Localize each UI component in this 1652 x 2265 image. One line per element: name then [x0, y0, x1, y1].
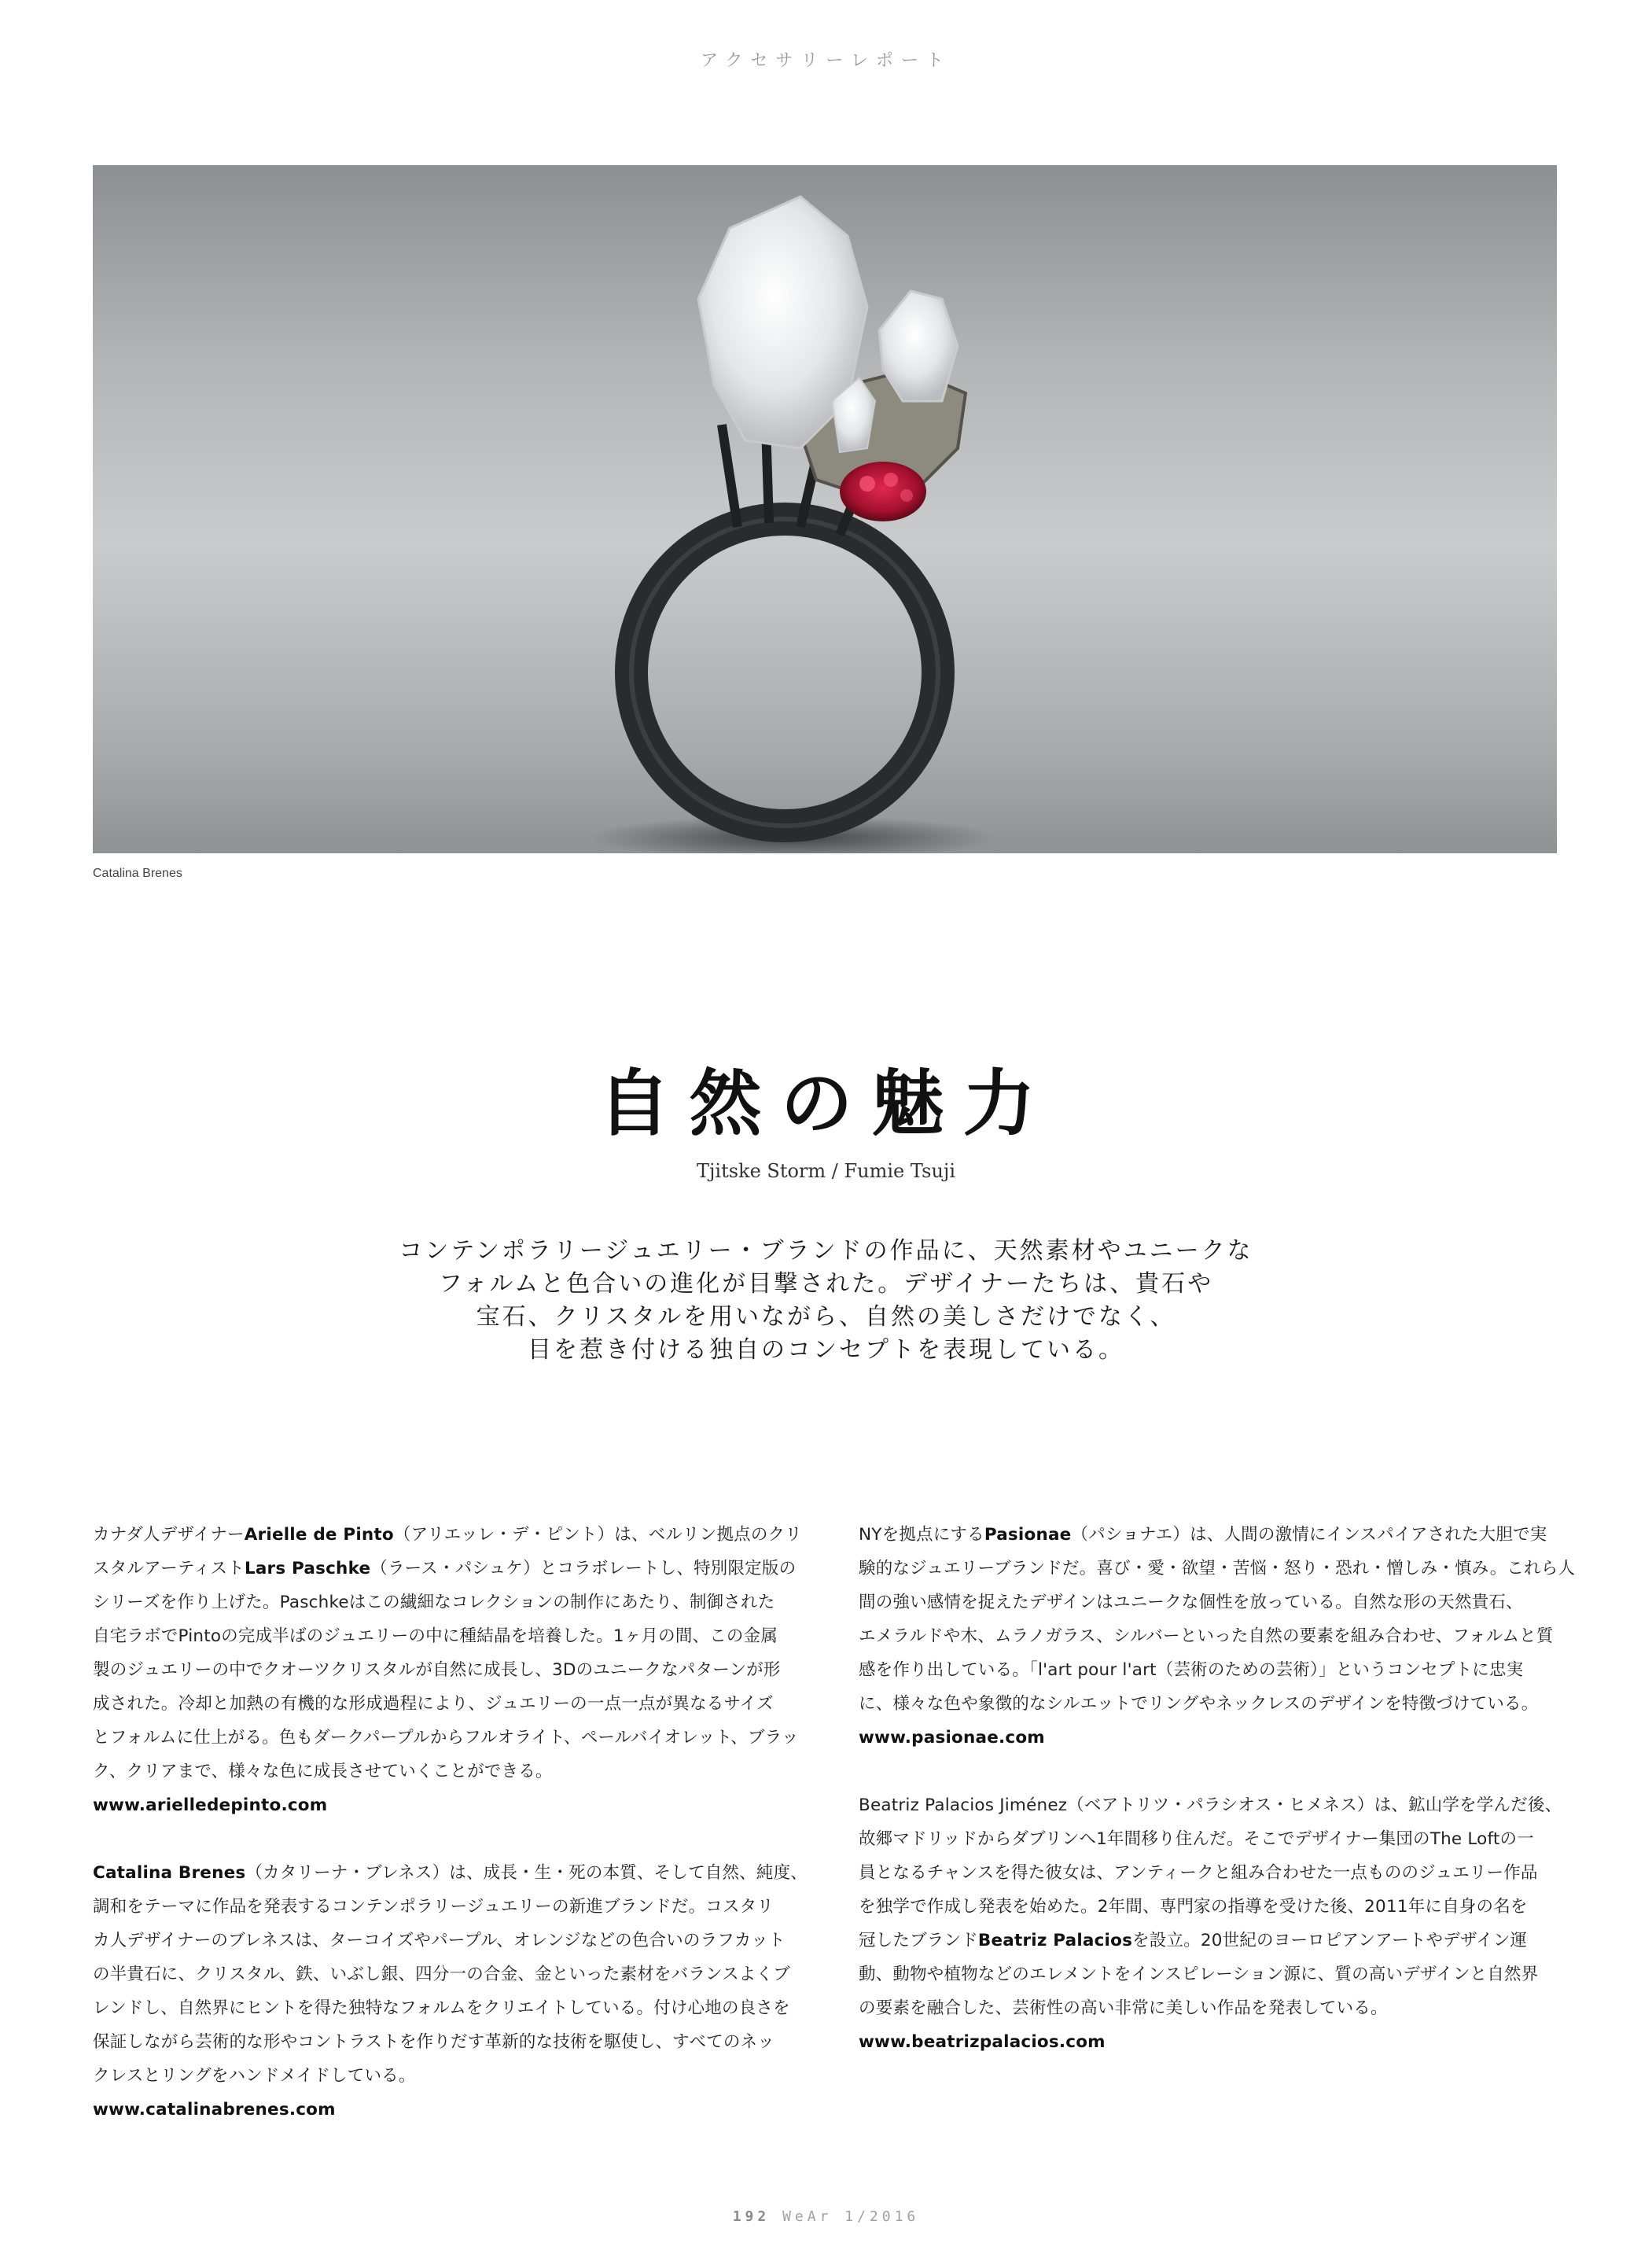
body-text: カナダ人デザイナー — [93, 1525, 245, 1545]
photo-caption: Catalina Brenes — [93, 867, 182, 880]
designer-name: Lars Paschke — [244, 1559, 371, 1578]
body-line: 製のジュエリーの中でクオーツクリスタルが自然に成長し、3Dのユニークなパターンが形 — [93, 1660, 781, 1680]
body-text: （アリエッレ・デ・ピント）は、ベルリン拠点のクリ — [393, 1525, 802, 1545]
article-title: 自然の魅力 — [598, 1062, 1054, 1146]
body-line — [859, 1924, 1566, 1957]
body-line — [93, 1518, 800, 1552]
paragraph-gap — [93, 1822, 800, 1856]
body-line: 自宅ラボでPintoの完成半ばのジュエリーの中に種結晶を培養した。1ヶ月の間、この金属 — [93, 1626, 778, 1646]
body-line: シリーズを作り上げた。Paschkeはこの繊細なコレクションの制作にあたり、制御された — [93, 1593, 775, 1612]
body-text: 冠したブランド — [859, 1931, 978, 1950]
page-number: 192 — [732, 2208, 771, 2225]
body-line: 間の強い感情を捉えたデザインはユニークな個性を放っている。自然な形の天然貴石、 — [859, 1593, 1523, 1612]
body-text: （カタリーナ・ブレネス）は、成長・生・死の本質、そして自然、純度、 — [245, 1863, 808, 1883]
body-line: 動、動物や植物などのエレメントをインスピレーション源に、質の高いデザインと自然界 — [859, 1965, 1539, 1984]
body-line: を独学で作成し発表を始めた。2年間、専門家の指導を受けた後、2011年に自身の名を — [859, 1897, 1528, 1917]
body-line: 員となるチャンスを得た彼女は、アンティークと組み合わせた一点もののジュエリー作品 — [859, 1863, 1538, 1883]
body-line: に、様々な色や象徴的なシルエットでリングやネックレスのデザインを特徴づけている。 — [859, 1694, 1539, 1714]
prong — [722, 425, 738, 527]
body-line: の半貴石に、クリスタル、鉄、いぶし銀、四分一の合金、金といった素材をバランスよくブ — [93, 1965, 790, 1984]
left-column — [93, 1518, 808, 2127]
body-line: 調和をテーマに作品を発表するコンテンポラリージュエリーの新進ブランドだ。コスタリ — [93, 1897, 774, 1917]
paragraph-gap — [859, 1755, 1566, 1788]
designer-name: Beatriz Palacios — [977, 1931, 1133, 1950]
body-line: の要素を融合した、芸術性の高い非常に美しい作品を発表している。 — [859, 1998, 1388, 2018]
body-text: （ラース・パシュケ）とコラボレートし、特別限定版の — [370, 1559, 797, 1578]
body-line: カ人デザイナーのブレネスは、ターコイズやパープル、オレンジなどの色合いのラフカット — [93, 1931, 786, 1950]
body-line: とフォルムに仕上がる。色もダークパープルからフルオライト、ペールバイオレット、ブラッ — [93, 1728, 799, 1748]
designer-name: Arielle de Pinto — [244, 1525, 394, 1545]
body-line: 験的なジュエリーブランドだ。喜び・愛・欲望・苦悩・怒り・恐れ・憎しみ・慎み。これら人 — [859, 1559, 1576, 1578]
designer-name: Pasionae — [984, 1525, 1072, 1545]
section-header: アクセサリーレポート — [701, 51, 951, 71]
website-link[interactable]: www.beatrizpalacios.com — [859, 2032, 1106, 2052]
article-lead — [0, 1235, 1652, 1367]
body-line: 保証しながら芸術的な形やコントラストを作りだす革新的な技術を駆使し、すべてのネッ — [93, 2032, 774, 2052]
page-footer — [0, 2208, 1652, 2225]
body-line: ク、クリアまで、様々な色に成長させていくことができる。 — [93, 1762, 553, 1781]
product-photo — [93, 165, 1557, 853]
lead-line: コンテンポラリージュエリー・ブランドの作品に、天然素材やユニークな — [399, 1237, 1253, 1265]
lead-line: 宝石、クリスタルを用いながら、自然の美しさだけでなく、 — [476, 1303, 1176, 1331]
body-line — [859, 1518, 1566, 1552]
body-line — [93, 1856, 808, 1890]
ring-band-highlight — [631, 519, 938, 826]
body-line: クレスとリングをハンドメイドしている。 — [93, 2066, 416, 2086]
body-line: エメラルドや木、ムラノガラス、シルバーといった自然の要素を組み合わせ、フォルムと質 — [859, 1626, 1554, 1646]
body-line: 感を作り出している。「l'art pour l'art（芸術のための芸術）」というコンセプトに忠実 — [859, 1660, 1524, 1680]
body-text: （パショナエ）は、人間の激情にインスパイアされた大胆で実 — [1071, 1525, 1547, 1545]
right-column — [859, 1518, 1576, 2059]
body-line: Beatriz Palacios Jiménez（ベアトリツ・パラシオス・ヒメネス）は、鉱山学を学んだ後、 — [859, 1795, 1562, 1815]
ruby-cluster — [840, 462, 926, 521]
lead-line: フォルムと色合いの進化が目撃された。デザイナーたちは、貴石や — [438, 1270, 1214, 1298]
designer-name: Catalina Brenes — [93, 1863, 246, 1883]
website-link[interactable]: www.catalinabrenes.com — [93, 2100, 336, 2120]
body-text: を設立。20世紀のヨーロピアンアートやデザイン運 — [1132, 1931, 1528, 1950]
body-text: スタルアーティスト — [93, 1559, 245, 1578]
magazine-issue: WeAr 1/2016 — [782, 2208, 920, 2225]
website-link[interactable]: www.arielledepinto.com — [93, 1795, 328, 1815]
body-line: 故郷マドリッドからダブリンへ1年間移り住んだ。そこでデザイナー集団のThe Loftの一 — [859, 1829, 1534, 1849]
lead-line: 目を惹き付ける独自のコンセプトを表現している。 — [528, 1336, 1124, 1364]
website-link[interactable]: www.pasionae.com — [859, 1728, 1045, 1748]
body-line: レンドし、自然界にヒントを得た独特なフォルムをクリエイトしている。付け心地の良さを — [93, 1998, 790, 2018]
ring-illustration — [93, 165, 1557, 853]
article-byline: Tjitske Storm / Fumie Tsuji — [696, 1160, 956, 1182]
body-line: 成された。冷却と加熱の有機的な形成過程により、ジュエリーの一点一点が異なるサイズ — [93, 1694, 774, 1714]
body-text: NYを拠点にする — [859, 1525, 984, 1545]
body-line — [93, 1552, 800, 1586]
